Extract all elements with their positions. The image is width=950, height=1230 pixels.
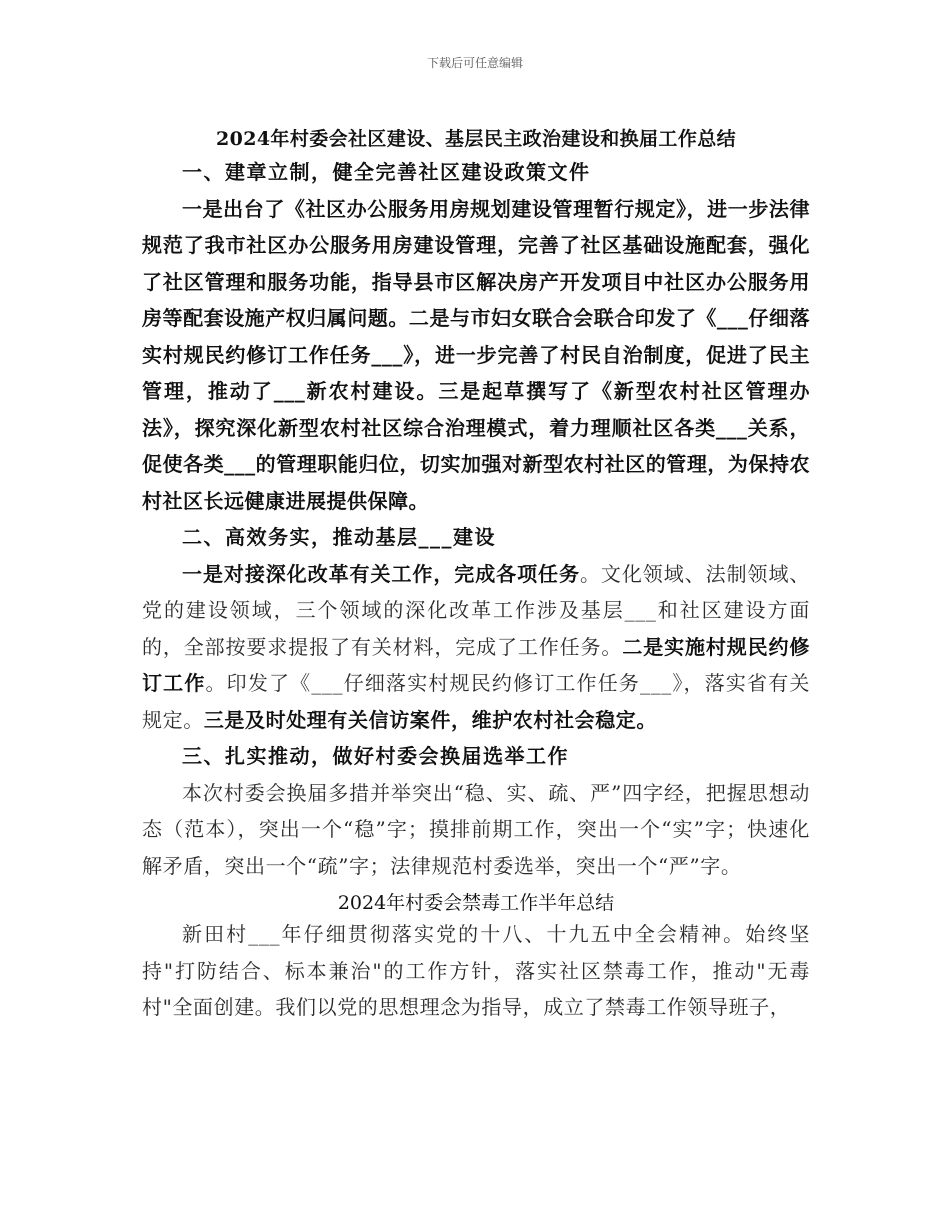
section-heading-3: 三、扎实推动，做好村委会换届选举工作	[182, 744, 569, 768]
second-document-title: 2024年村委会禁毒工作半年总结	[337, 892, 615, 914]
second-document-paragraph: 新田村___年仔细贯彻落实党的十八、十九五中全会精神。始终坚持"打防结合、标本兼治"的工作方针，落实社区禁毒工作，推动"无毒村"全面创建。我们以党的思想理念为指导，成立了禁毒工作领导班子，	[142, 922, 810, 1019]
section-1-paragraph: 一是出台了《社区办公服务用房规划建设管理暂行规定》，进一步法律规范了我市社区办公服务用房建设管理，完善了社区基础设施配套，强化了社区管理和服务功能，指导县市区解决房产开发项目中社区办公服务用房等配套设施产权归属问题。二是与市妇女联合会联合印发了《___仔细落实村规民约修订工作任务___》，进一步完善了村民自治制度，促进了民主管理，推动了___新农村建设。三是起草撰写了《新型农村社区管理办法》，探究深化新型农村社区综合治理模式，着力理顺社区各类___关系，促使各类___的管理职能归位，切实加强对新型农村社区的管理，为保持农村社区长远健康进展提供保障。	[142, 196, 810, 513]
document-title: 2024年村委会社区建设、基层民主政治建设和换届工作总结	[215, 128, 737, 150]
item-1-lead: 一是对接深化改革有关工作，完成各项任务	[182, 561, 580, 586]
page-header-note: 下载后可任意编辑	[426, 56, 523, 70]
section-3-paragraph: 本次村委会换届多措并举突出“稳、实、疏、严”四字经，把握思想动态（范本），突出一个“稳”字；摸排前期工作，突出一个“实”字；快速化解矛盾，突出一个“疏”字；法律规范村委选举，突出一个“严”字。	[142, 780, 810, 878]
item-1-text: 。文化领域、法制领域、党的建设领域，三个领域的深化改革工作涉及基层___和社区建设方面的，全部按要求提报了有关材料，完成了工作任务。	[142, 561, 810, 659]
item-2-lead: 二是实施村规民约修订工作	[142, 634, 810, 695]
section-2-paragraph	[142, 556, 810, 739]
section-heading-2: 二、高效务实，推动基层___建设	[182, 525, 496, 549]
section-heading-1: 一、建章立制，健全完善社区建设政策文件	[182, 160, 591, 184]
item-3-lead: 三是及时处理有关信访案件，维护农村社会稳定。	[203, 707, 658, 732]
document-body	[142, 124, 810, 1026]
item-2-text: 。印发了《___仔细落实村规民约修订工作任务___》，落实省有关规定。	[142, 671, 810, 732]
